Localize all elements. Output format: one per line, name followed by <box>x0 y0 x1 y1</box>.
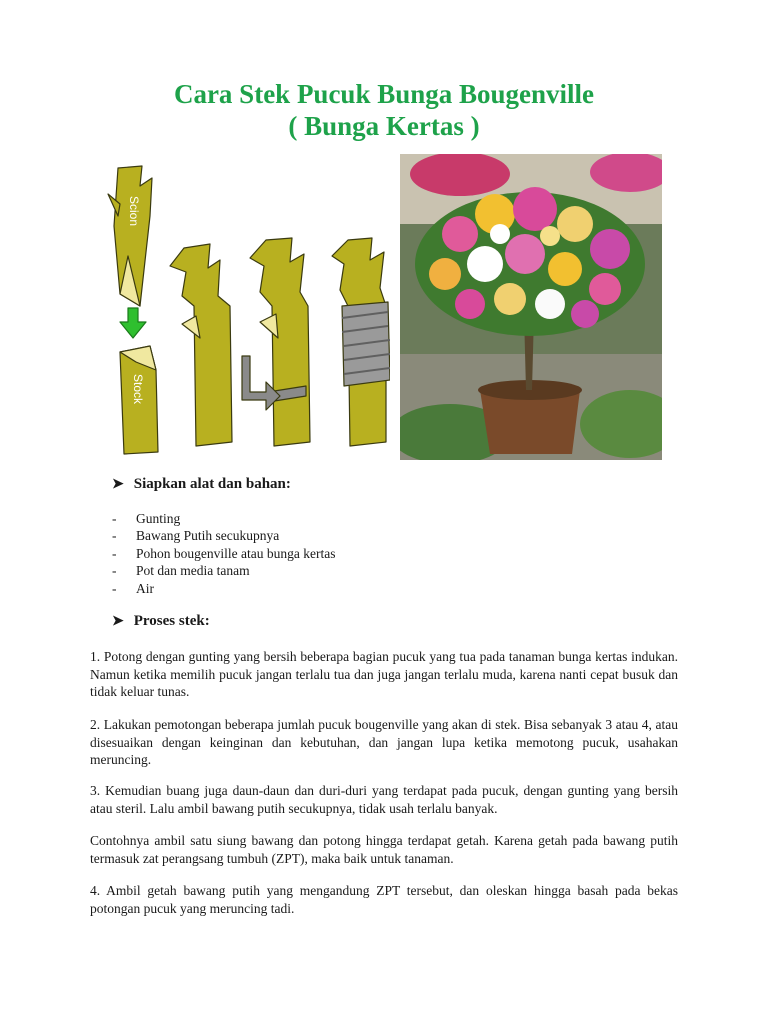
list-item-text: Pot dan media tanam <box>136 563 250 579</box>
grafting-illustration <box>100 156 390 456</box>
process-paragraph-4: Contohnya ambil satu siung bawang dan potong hingga terdapat getah. Karena getah pada bawang putih termasuk zat perangsang tumbuh (ZPT), maka baik untuk tanaman. <box>90 833 678 866</box>
process-paragraph-5: 4. Ambil getah bawang putih yang mengandung ZPT tersebut, dan oleskan hingga basah pada bekas potongan pucuk yang meruncing tadi. <box>90 883 678 916</box>
list-item: - Gunting <box>112 511 181 526</box>
process-paragraph-2: 2. Lakukan pemotongan beberapa jumlah pucuk bougenville yang akan di stek. Bisa sebanyak 3 atau 4, atau disesuaikan dengan keinginan dan kebutuhan, dan jangan lupa ketika memotong pucuk, usahakan meruncing. <box>90 717 678 767</box>
process-paragraph-3: 3. Kemudian buang juga daun-daun dan duri-duri yang terdapat pada pucuk, dengan gunting yang bersih atau steril. Lalu ambil bawang putih secukupnya, tidak usah terlalu banyak. <box>90 783 678 816</box>
down-arrow-icon <box>120 308 146 338</box>
scion-stem-icon <box>108 166 152 306</box>
section-supplies-heading-text: Siapkan alat dan bahan: <box>133 476 291 492</box>
bougenville-photo <box>400 154 662 460</box>
list-item: - Air <box>112 580 154 596</box>
title-line-1: Cara Stek Pucuk Bunga Bougenville <box>173 79 595 109</box>
section-supplies-heading <box>112 476 291 493</box>
arrowhead-bullet-icon: ➤ <box>112 477 124 492</box>
list-item: - Pohon bougenville atau bunga kertas <box>112 545 336 561</box>
arrowhead-bullet-icon: ➤ <box>112 614 124 629</box>
process-paragraph-1: 1. Potong dengan gunting yang bersih beberapa bagian pucuk yang tua pada tanaman bunga kertas indukan. Namun ketika memilih pucuk jangan terlalu tua dan juga jangan terlalu muda, karena nanti cepat busuk dan tidak keluar tunas. <box>90 649 678 699</box>
scion-label: Scion <box>127 196 141 227</box>
list-item-text: Gunting <box>136 511 181 526</box>
page-title <box>0 78 768 142</box>
list-item: - Bawang Putih secukupnya <box>112 528 280 544</box>
wrapped-stem-icon <box>332 238 390 446</box>
section-process-heading-text: Proses stek: <box>133 613 210 629</box>
stock-label: Stock <box>131 374 145 405</box>
section-process-heading <box>112 613 210 630</box>
title-line-2: ( Bunga Kertas ) <box>288 111 480 141</box>
list-item-text: Pohon bougenville atau bunga kertas <box>136 545 336 561</box>
grafted-stem-2-icon <box>242 238 310 446</box>
grafted-stem-1-icon <box>170 244 232 446</box>
list-item-text: Bawang Putih secukupnya <box>136 528 280 544</box>
supplies-list <box>112 510 335 597</box>
list-item-text: Air <box>136 580 154 596</box>
list-item: - Pot dan media tanam <box>112 563 250 579</box>
